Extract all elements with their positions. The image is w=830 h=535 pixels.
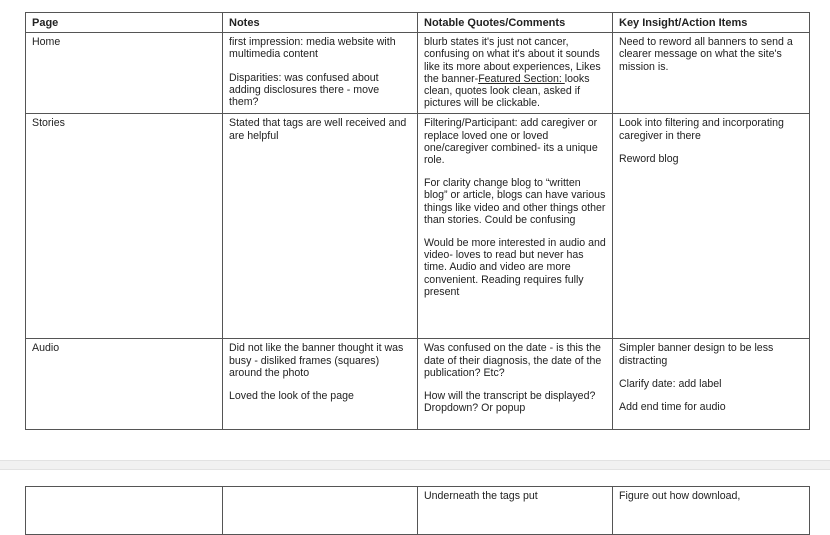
page-cell: Stories: [26, 114, 223, 339]
insights-cell: Figure out how download,: [613, 487, 810, 535]
insight: Clarify date: add label: [619, 377, 722, 390]
insight: Look into filtering and incorporating caregiver in there: [619, 117, 784, 142]
quotes-cell: Underneath the tags put: [418, 487, 613, 535]
insights-cell: [613, 339, 810, 430]
quote: blurb states it's just not cancer, confusing on what it's about it sounds like its more about experiences, Likes the banner-: [424, 36, 601, 85]
page-cell: [26, 487, 223, 535]
note: Stated that tags are well received and are helpful: [229, 117, 407, 142]
quote: looks clean, quotes look clean, asked if pictures will be clickable.: [424, 72, 590, 110]
insight: Reword blog: [619, 152, 679, 165]
quote: How will the transcript be displayed? Dropdown? Or popup: [424, 390, 596, 415]
table-row: [26, 114, 810, 339]
header-quotes: Notable Quotes/Comments: [418, 13, 613, 33]
page-cell: Audio: [26, 339, 223, 430]
quotes-cell: [418, 33, 613, 114]
insights-cell: [613, 33, 810, 114]
quote-underlined: Featured Section:: [478, 72, 565, 85]
quote: For clarity change blog to “written blog” or article, blogs can have various things like video and other things other than stories. Could be confusing: [424, 177, 606, 226]
usability-notes-table: [25, 12, 810, 430]
note: Disparities: was confused about adding disclosures there - move them?: [229, 71, 380, 109]
quotes-cell: [418, 114, 613, 339]
note: first impression: media website with multimedia content: [229, 36, 396, 61]
quote: Would be more interested in audio and video- loves to read but never has time. Audio and video are more convenient. Reading requires fully present: [424, 237, 606, 298]
page-break: [0, 460, 830, 470]
table-header-row: [26, 13, 810, 33]
notes-cell: [223, 339, 418, 430]
quote: Was confused on the date - is this the date of their diagnosis, the date of the publication? Etc?: [424, 342, 602, 379]
note: Loved the look of the page: [229, 390, 354, 403]
note: Did not like the banner thought it was busy - disliked frames (squares) around the photo: [229, 342, 404, 379]
quotes-cell: [418, 339, 613, 430]
insights-cell: [613, 114, 810, 339]
page-cell: Home: [26, 33, 223, 114]
insight: Simpler banner design to be less distracting: [619, 342, 774, 367]
table-row: [26, 33, 810, 114]
table-row: [26, 487, 810, 535]
header-page: Page: [26, 13, 223, 33]
notes-cell: [223, 487, 418, 535]
header-notes: Notes: [223, 13, 418, 33]
insight: Add end time for audio: [619, 401, 726, 414]
header-insights: Key Insight/Action Items: [613, 13, 810, 33]
notes-cell: [223, 114, 418, 339]
usability-notes-table-continued: [25, 486, 810, 535]
notes-cell: [223, 33, 418, 114]
insight: Need to reword all banners to send a clearer message on what the site's mission is.: [619, 36, 793, 73]
quote: Filtering/Participant: add caregiver or replace loved one or loved one/caregiver combined- its a unique role.: [424, 117, 598, 167]
table-row: [26, 339, 810, 430]
